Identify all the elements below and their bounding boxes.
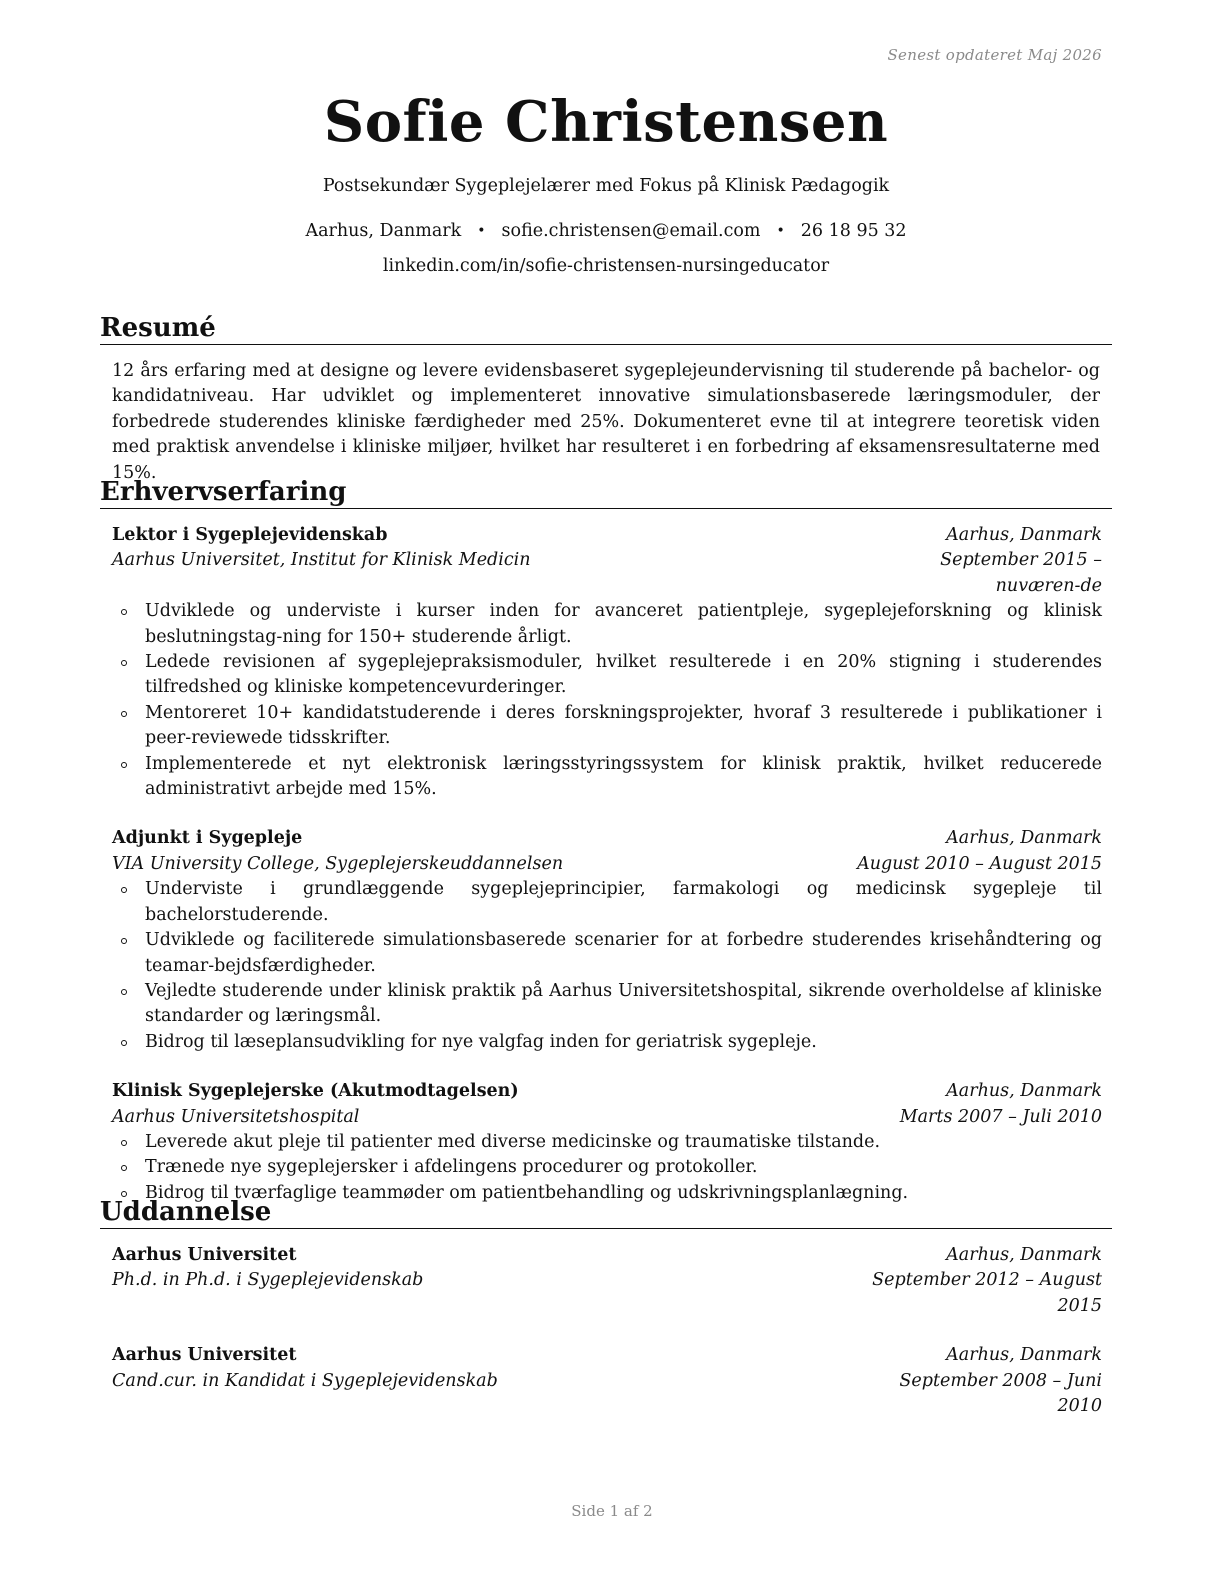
circle-bullet-icon bbox=[121, 762, 127, 768]
job-dates: August 2010 – August 2015 bbox=[857, 853, 1102, 874]
job-org-row bbox=[112, 548, 1102, 599]
circle-bullet-icon bbox=[121, 711, 127, 717]
separator-bullet: • bbox=[477, 223, 486, 239]
job-dates: September 2015 – nuværen-de bbox=[940, 550, 1102, 596]
education-entry bbox=[112, 1343, 1102, 1419]
job-role: Klinisk Sygeplejerske (Akutmodtagelsen) bbox=[112, 1081, 519, 1102]
education-section bbox=[100, 1196, 1112, 1419]
summary-text: 12 års erfaring med at designe og levere evidensbaseret sygeplejeundervisning til studerende på bachelor- og kandidatniveau. Har udviklet og implementeret innovative simulationsbaserede læringsmoduler, der forbedrede studerendes kliniske færdigheder med 25%. Dokumenteret evne til at integrere teoretisk viden med praktisk anvendelse i kliniske miljøer, hvilket har resulteret i en forbedring af eksamensresultaterne med 15%. bbox=[112, 361, 1100, 483]
list-item bbox=[112, 979, 1102, 1030]
job-location: Aarhus, Danmark bbox=[946, 828, 1102, 849]
circle-bullet-icon bbox=[121, 609, 127, 615]
candidate-headline: Postsekundær Sygeplejelærer med Fokus på Klinisk Pædagogik bbox=[322, 176, 890, 196]
list-item bbox=[112, 1155, 1102, 1180]
job-entry bbox=[112, 1079, 1102, 1206]
list-item bbox=[112, 877, 1102, 928]
circle-bullet-icon bbox=[121, 938, 127, 944]
bullet-text: Vejledte studerende under klinisk praktik på Aarhus Universitetshospital, sikrende overholdelse af kliniske standarder og læringsmål. bbox=[145, 980, 1102, 1027]
list-item bbox=[112, 599, 1102, 650]
job-org: VIA University College, Sygeplejerskeuddannelsen bbox=[112, 853, 564, 874]
contact-location: Aarhus, Danmark bbox=[305, 221, 462, 241]
contact-row bbox=[100, 219, 1112, 244]
education-entry bbox=[112, 1243, 1102, 1319]
job-title-row bbox=[112, 1079, 1102, 1104]
bullet-text: Ledede revisionen af sygeplejepraksismoduler, hvilket resulterede i en 20% stigning i studerendes tilfredshed og kliniske kompetencevurderinger. bbox=[145, 652, 1102, 698]
candidate-name: Sofie Christensen bbox=[323, 89, 889, 155]
education-degree-row bbox=[112, 1369, 1102, 1420]
job-org: Aarhus Universitetshospital bbox=[112, 1106, 360, 1127]
contact-email[interactable]: sofie.christensen@email.com bbox=[501, 221, 761, 241]
education-location: Aarhus, Danmark bbox=[946, 1345, 1102, 1366]
summary-section bbox=[100, 312, 1112, 486]
circle-bullet-icon bbox=[121, 1140, 127, 1146]
circle-bullet-icon bbox=[121, 887, 127, 893]
list-item bbox=[112, 928, 1102, 979]
bullet-text: Implementerede et nyt elektronisk læringsstyringssystem for klinisk praktik, hvilket reducerede administrativt arbejde med 15%. bbox=[145, 753, 1102, 800]
contact-phone: 26 18 95 32 bbox=[800, 221, 907, 241]
job-bullet-list bbox=[112, 599, 1102, 802]
job-location: Aarhus, Danmark bbox=[946, 525, 1102, 545]
list-item bbox=[112, 650, 1102, 701]
circle-bullet-icon bbox=[121, 1040, 127, 1046]
bullet-text: Leverede akut pleje til patienter med diverse medicinske og traumatiske tilstande. bbox=[145, 1131, 881, 1152]
job-entry bbox=[112, 523, 1102, 802]
separator-bullet: • bbox=[776, 223, 785, 239]
contact-linkedin[interactable]: linkedin.com/in/sofie-christensen-nursingeducator bbox=[382, 256, 830, 276]
education-school-row bbox=[112, 1243, 1102, 1268]
education-dates: September 2008 – Juni 2010 bbox=[899, 1370, 1102, 1417]
bullet-text: Udviklede og underviste i kurser inden for avanceret patientpleje, sygeplejeforskning og klinisk beslutningstag-ning for 150+ studerende årligt. bbox=[145, 601, 1102, 647]
job-bullet-list bbox=[112, 1130, 1102, 1206]
list-item bbox=[112, 1130, 1102, 1155]
list-item bbox=[112, 752, 1102, 803]
education-degree: Ph.d. in Ph.d. i Sygeplejevidenskab bbox=[112, 1270, 424, 1291]
experience-section bbox=[100, 476, 1112, 1206]
education-location: Aarhus, Danmark bbox=[946, 1245, 1102, 1265]
education-school: Aarhus Universitet bbox=[112, 1345, 297, 1366]
list-item bbox=[112, 1030, 1102, 1055]
list-item bbox=[112, 701, 1102, 752]
job-bullet-list bbox=[112, 877, 1102, 1055]
job-dates: Marts 2007 – Juli 2010 bbox=[899, 1106, 1102, 1127]
experience-heading: Erhvervserfaring bbox=[100, 476, 1112, 509]
job-org-row bbox=[112, 1105, 1102, 1130]
job-location: Aarhus, Danmark bbox=[946, 1081, 1102, 1102]
bullet-text: Mentoreret 10+ kandidatstuderende i deres forskningsprojekter, hvoraf 3 resulterede i publikationer i peer-reviewede tidsskrifter. bbox=[145, 702, 1102, 749]
education-heading: Uddannelse bbox=[100, 1196, 1112, 1229]
education-school-row bbox=[112, 1343, 1102, 1368]
education-dates: September 2012 – August 2015 bbox=[872, 1270, 1102, 1316]
circle-bullet-icon bbox=[121, 989, 127, 995]
page-number: Side 1 af 2 bbox=[571, 1502, 653, 1520]
resume-header bbox=[100, 84, 1112, 278]
job-title-row bbox=[112, 523, 1102, 548]
job-org: Aarhus Universitet, Institut for Klinisk Medicin bbox=[112, 550, 531, 571]
job-title-row bbox=[112, 826, 1102, 851]
summary-heading: Resumé bbox=[100, 312, 1112, 345]
bullet-text: Underviste i grundlæggende sygeplejeprincipier, farmakologi og medicinsk sygepleje til bachelorstuderende. bbox=[145, 879, 1102, 925]
education-degree-row bbox=[112, 1268, 1102, 1319]
circle-bullet-icon bbox=[121, 660, 127, 666]
bullet-text: Bidrog til læseplansudvikling for nye valgfag inden for geriatrisk sygepleje. bbox=[145, 1031, 817, 1052]
circle-bullet-icon bbox=[121, 1165, 127, 1171]
education-degree: Cand.cur. in Kandidat i Sygeplejevidenskab bbox=[112, 1370, 498, 1391]
job-role: Adjunkt i Sygepleje bbox=[112, 828, 303, 849]
job-org-row bbox=[112, 852, 1102, 877]
education-school: Aarhus Universitet bbox=[112, 1245, 297, 1265]
job-role: Lektor i Sygeplejevidenskab bbox=[112, 525, 388, 545]
bullet-text: Udviklede og faciliterede simulationsbaserede scenarier for at forbedre studerendes krisehåndtering og teamar-bejdsfærdigheder. bbox=[145, 930, 1102, 976]
last-updated-note: Senest opdateret Maj 2026 bbox=[887, 46, 1102, 64]
bullet-text: Trænede nye sygeplejersker i afdelingens procedurer og protokoller. bbox=[145, 1157, 758, 1178]
job-entry bbox=[112, 826, 1102, 1055]
bullet-text: Bidrog til tværfaglige teammøder om patientbehandling og udskrivningsplanlægning. bbox=[145, 1182, 909, 1203]
